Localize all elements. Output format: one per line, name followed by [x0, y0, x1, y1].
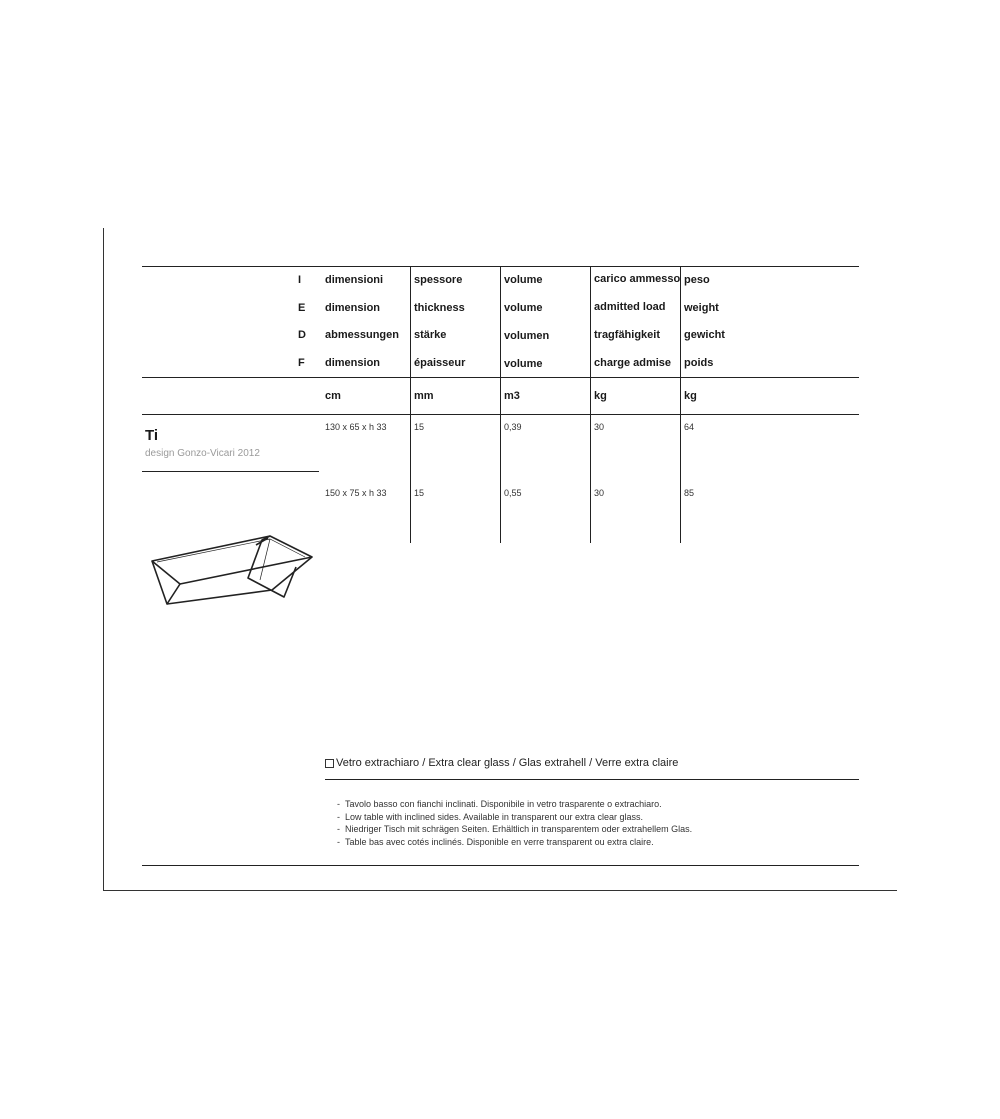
product-name: Ti [145, 427, 159, 444]
row-2-volume: 0,55 [504, 488, 522, 498]
note-item [337, 823, 692, 836]
glass-option [325, 757, 678, 769]
unit-dimensions: cm [325, 390, 341, 402]
lang-code: I [298, 274, 302, 286]
note-text-fr: Table bas avec cotés inclinés. Disponible en verre transparent ou extra claire. [345, 836, 654, 847]
unit-weight: kg [684, 390, 697, 402]
dash-icon: - [337, 799, 340, 809]
unit-load: kg [594, 390, 607, 402]
row-1-load: 30 [594, 422, 605, 432]
header-weight-fr: poids [684, 357, 714, 369]
header-weight-it: peso [684, 274, 710, 286]
product-notes [337, 798, 692, 848]
row-2-load: 30 [594, 488, 605, 498]
row-2-weight: 85 [684, 488, 695, 498]
header-volume-it: volume [504, 274, 543, 286]
col-separator [410, 266, 411, 543]
glass-option-label: Vetro extrachiaro / Extra clear glass / Glas extrahell / Verre extra claire [336, 757, 679, 769]
header-load-de: tragfähigkeit [594, 329, 661, 341]
header-dimensions-it: dimensioni [325, 274, 384, 286]
note-text-en: Low table with inclined sides. Available in transparent our extra clear glass. [345, 811, 643, 822]
lang-code: F [298, 357, 305, 369]
note-item [337, 836, 692, 849]
col-separator [500, 266, 501, 543]
glass-rule [325, 779, 859, 780]
header-dimensions-en: dimension [325, 302, 381, 314]
col-separator [680, 266, 681, 543]
note-item [337, 798, 692, 811]
header-load-en: admitted load [594, 301, 666, 313]
row-2-dimensions: 150 x 75 x h 33 [325, 488, 387, 498]
col-separator [590, 266, 591, 543]
header-weight-en: weight [684, 302, 719, 314]
header-dimensions-fr: dimension [325, 357, 381, 369]
header-thickness-it: spessore [414, 274, 463, 286]
notes-bottom-rule [142, 865, 859, 866]
row-1-dimensions: 130 x 65 x h 33 [325, 422, 387, 432]
row-2-thickness: 15 [414, 488, 425, 498]
checkbox-icon [325, 759, 334, 768]
header-weight-de: gewicht [684, 329, 725, 341]
row-1-volume: 0,39 [504, 422, 522, 432]
dash-icon: - [337, 824, 340, 834]
header-volume-en: volume [504, 302, 543, 314]
row-1-weight: 64 [684, 422, 695, 432]
dash-icon: - [337, 811, 340, 822]
note-item [337, 811, 692, 824]
header-thickness-fr: épaisseur [414, 357, 466, 369]
dash-icon: - [337, 836, 340, 847]
header-thickness-de: stärke [414, 329, 447, 341]
unit-volume: m3 [504, 390, 520, 402]
header-load-fr: charge admise [594, 357, 672, 369]
product-designer: design Gonzo-Vicari 2012 [145, 448, 260, 459]
header-volume-fr: volume [504, 358, 543, 370]
header-dimensions-de: abmessungen [325, 329, 399, 341]
header-thickness-en: thickness [414, 302, 465, 314]
page-frame-bottom [103, 890, 897, 891]
note-text-it: Tavolo basso con fianchi inclinati. Disponibile in vetro trasparente o extrachiaro. [345, 799, 662, 809]
header-volume-de: volumen [504, 330, 550, 342]
lang-code: D [298, 329, 306, 341]
header-load-it: carico ammesso [594, 273, 681, 285]
table-drawing [148, 535, 318, 610]
note-text-de: Niedriger Tisch mit schrägen Seiten. Erhältlich in transparentem oder extrahellem Glas. [345, 824, 693, 834]
unit-thickness: mm [414, 390, 434, 402]
page-frame-left [103, 228, 104, 891]
product-rule [142, 471, 319, 472]
row-1-thickness: 15 [414, 422, 425, 432]
lang-code: E [298, 302, 306, 314]
